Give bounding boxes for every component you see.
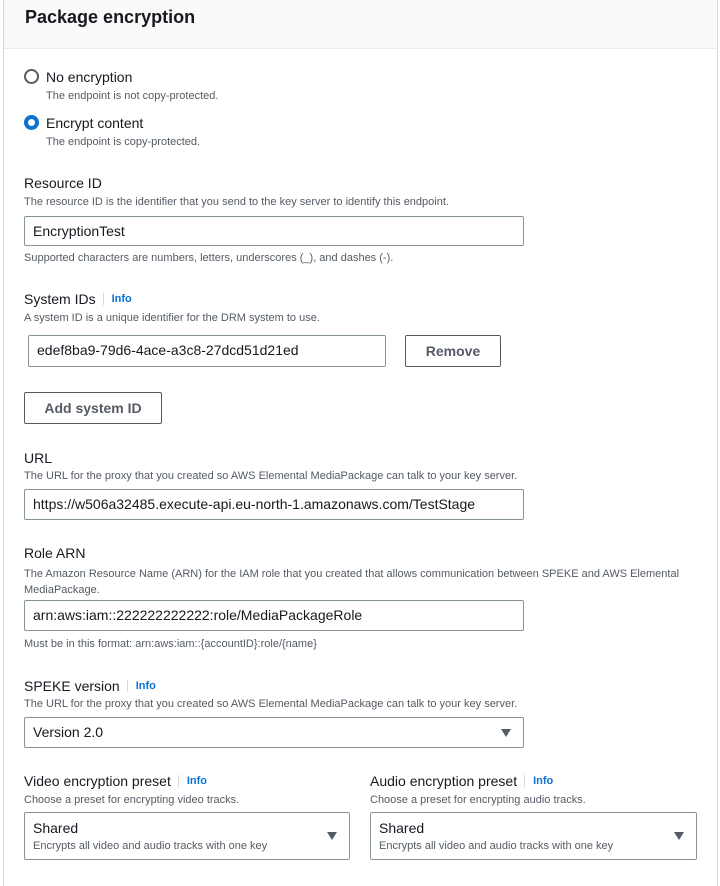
speke-version-value: Version 2.0 bbox=[33, 724, 104, 740]
video-preset-value-description: Encrypts all video and audio tracks with one key bbox=[33, 840, 268, 852]
role-arn-label: Role ARN bbox=[24, 545, 86, 561]
radio-encrypt-content[interactable] bbox=[24, 115, 39, 130]
radio-description: The endpoint is copy-protected. bbox=[46, 136, 201, 148]
panel-title: Package encryption bbox=[25, 7, 196, 27]
system-ids-label-row bbox=[24, 291, 132, 307]
speke-info-link[interactable]: Info bbox=[127, 680, 156, 692]
system-ids-info-link[interactable]: Info bbox=[103, 293, 132, 305]
url-label: URL bbox=[24, 450, 53, 466]
panel-header bbox=[4, 0, 717, 49]
add-system-id-button[interactable]: Add system ID bbox=[24, 392, 162, 424]
url-description: The URL for the proxy that you created so AWS Elemental MediaPackage can talk to your key server. bbox=[24, 470, 518, 482]
remove-button[interactable]: Remove bbox=[405, 335, 501, 367]
caret-down-icon bbox=[674, 832, 684, 840]
role-arn-constraint: Must be in this format: arn:aws:iam::{accountID}:role/{name} bbox=[24, 638, 317, 650]
speke-label-row bbox=[24, 678, 156, 694]
package-encryption-panel bbox=[3, 0, 718, 886]
video-preset-label-row bbox=[24, 773, 207, 789]
system-id-input[interactable]: edef8ba9-79d6-4ace-a3c8-27dcd51d21ed bbox=[28, 335, 386, 367]
video-preset-select[interactable] bbox=[24, 812, 350, 860]
radio-label[interactable]: Encrypt content bbox=[46, 115, 144, 131]
role-arn-description: The Amazon Resource Name (ARN) for the IAM role that you created that allows communication between SPEKE and AWS Elemental MediaPackage. bbox=[24, 568, 680, 596]
resource-id-label: Resource ID bbox=[24, 175, 102, 191]
resource-id-description: The resource ID is the identifier that you send to the key server to identify this endpoint. bbox=[24, 196, 449, 208]
audio-preset-value: Shared bbox=[379, 820, 425, 836]
caret-down-icon bbox=[501, 729, 511, 737]
audio-preset-label-row bbox=[370, 773, 553, 789]
audio-preset-description: Choose a preset for encrypting audio tracks. bbox=[370, 794, 586, 806]
video-preset-value: Shared bbox=[33, 820, 79, 836]
caret-down-icon bbox=[327, 832, 337, 840]
speke-version-label: SPEKE version bbox=[24, 678, 120, 694]
video-preset-description: Choose a preset for encrypting video tracks. bbox=[24, 794, 240, 806]
system-ids-description: A system ID is a unique identifier for the DRM system to use. bbox=[24, 312, 320, 324]
audio-preset-select[interactable] bbox=[370, 812, 697, 860]
video-preset-info-link[interactable]: Info bbox=[178, 775, 207, 787]
speke-version-select[interactable] bbox=[24, 717, 524, 748]
resource-id-constraint: Supported characters are numbers, letters, underscores (_), and dashes (-). bbox=[24, 252, 394, 264]
radio-no-encryption[interactable] bbox=[24, 69, 39, 84]
audio-preset-value-description: Encrypts all video and audio tracks with one key bbox=[379, 840, 614, 852]
radio-description: The endpoint is not copy-protected. bbox=[46, 90, 219, 102]
audio-preset-label: Audio encryption preset bbox=[370, 773, 518, 789]
url-input[interactable]: https://w506a32485.execute-api.eu-north-1.amazonaws.com/TestStage bbox=[24, 489, 524, 520]
radio-label[interactable]: No encryption bbox=[46, 69, 133, 85]
speke-description: The URL for the proxy that you created so AWS Elemental MediaPackage can talk to your key server. bbox=[24, 698, 518, 710]
system-ids-label: System IDs bbox=[24, 291, 96, 307]
resource-id-input[interactable]: EncryptionTest bbox=[24, 216, 524, 246]
role-arn-input[interactable]: arn:aws:iam::222222222222:role/MediaPackageRole bbox=[24, 600, 524, 631]
audio-preset-info-link[interactable]: Info bbox=[524, 775, 553, 787]
video-preset-label: Video encryption preset bbox=[24, 773, 171, 789]
